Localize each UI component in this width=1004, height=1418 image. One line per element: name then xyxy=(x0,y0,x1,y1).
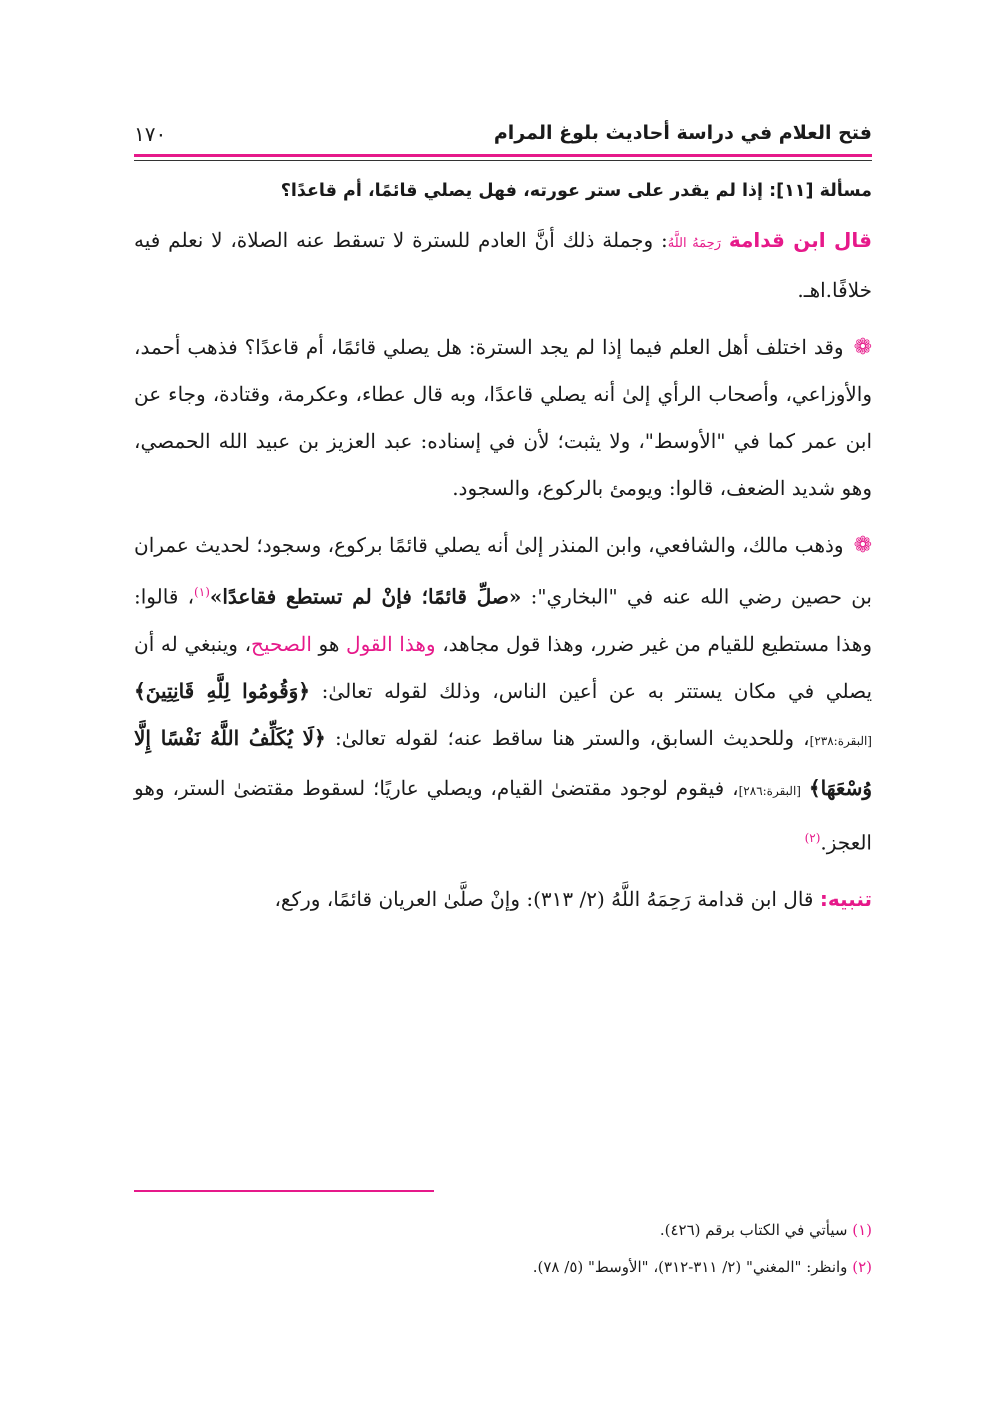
paragraph-text: ، فيقوم لوجود مقتضىٰ القيام، ويصلي عاريًا؛ لسقوط مقتضىٰ الستر، وهو العجز. xyxy=(134,775,872,855)
book-title: فتح العلام في دراسة أحاديث بلوغ المرام xyxy=(493,122,872,144)
footnote-text: وانظر: "المغني" (٢/ ٣١١-٣١٢)، "الأوسط" (٥/ ٧٨). xyxy=(532,1258,848,1276)
speaker-name: قال ابن قدامة xyxy=(728,228,873,252)
paragraph-first-view xyxy=(134,324,872,512)
highlight-text: وهذا القول xyxy=(346,631,436,656)
page-number: ١٧٠ xyxy=(134,122,167,146)
paragraph-text: ، وللحديث السابق، والستر هنا ساقط عنه؛ لقوله تعالىٰ: xyxy=(325,725,810,750)
page xyxy=(134,118,873,1276)
honorific: رَحِمَهُ اللَّهُ xyxy=(667,236,721,251)
paragraph-note xyxy=(134,876,872,923)
paragraph-ibn-qudama xyxy=(134,217,872,314)
paragraph-text: هو xyxy=(311,631,347,656)
quran-verse: ﴿لَا يُكَلِّفُ اللَّهُ نَفْسًا إِلَّا وُسْعَهَا﴾ xyxy=(134,725,872,800)
verse-reference: [البقرة:٢٨٦] xyxy=(738,783,801,798)
paragraph-text: ، وينبغي له أن يصلي في مكان يستتر به عن أعين الناس، وذلك لقوله تعالىٰ: xyxy=(134,631,873,703)
paragraph-second-view xyxy=(134,522,872,866)
flower-bullet-icon: ❁ xyxy=(853,533,872,558)
paragraph-text: وقد اختلف أهل العلم فيما إذا لم يجد السترة: هل يصلي قائمًا، أم قاعدًا؟ فذهب أحمد، والأوزاعي، وأصحاب الرأي إلىٰ أنه يصلي قاعدًا، وبه قال عطاء، وعكرمة، وقتادة، وجاء عن ابن عمر كما في "الأوسط"، ولا يثبت؛ لأن في إسناده: عبد العزيز بن عبيد الله الحمصي، وهو شديد الضعف، قالوا: ويومئ بالركوع، والسجود. xyxy=(134,335,873,500)
footnote-number: (١) xyxy=(852,1221,872,1239)
issue-text: إذا لم يقدر على ستر عورته، فهل يصلي قائمًا، أم قاعدًا؟ xyxy=(280,181,764,201)
footnote-marker-1[interactable]: (١) xyxy=(194,585,210,599)
footnote-item xyxy=(134,1212,872,1249)
header-rule-pink xyxy=(134,154,872,157)
paragraph-text: : وجملة ذلك أنَّ العادم للسترة لا تسقط عنه الصلاة، لا نعلم فيه خلافًا.اهـ. xyxy=(134,228,872,302)
issue-heading xyxy=(134,175,872,207)
footnote-marker-2[interactable]: (٢) xyxy=(804,830,821,845)
issue-label: مسألة [١١]: xyxy=(769,181,872,201)
paragraph-text: قال ابن قدامة رَحِمَهُ اللَّهُ (٢/ ٣١٣): وإنْ صلَّىٰ العريان قائمًا، وركع، xyxy=(274,887,820,912)
footnote-divider xyxy=(134,1190,434,1192)
footnote-text: سيأتي في الكتاب برقم (٤٢٦). xyxy=(659,1221,848,1239)
highlight-text: الصحيح xyxy=(251,631,312,656)
header-rule-black xyxy=(134,160,872,161)
verse-reference: [البقرة:٢٣٨] xyxy=(809,733,872,748)
quran-verse: ﴿وَقُومُوا لِلَّهِ قَانِتِينَ﴾ xyxy=(134,678,311,703)
note-label: تنبيه: xyxy=(819,887,872,912)
footnotes xyxy=(134,1212,872,1286)
paragraph-text: وذهب مالك، والشافعي، وابن المنذر إلىٰ أنه يصلي قائمًا بركوع، وسجود؛ لحديث عمران بن حصين رضي الله عنه في "البخاري": xyxy=(134,533,872,609)
flower-bullet-icon: ❁ xyxy=(853,335,872,360)
hadith-quote: «صلِّ قائمًا؛ فإنْ لم تستطع فقاعدًا» xyxy=(209,584,522,609)
paragraph-text: ، قالوا: وهذا مستطيع للقيام من غير ضرر، وهذا قول مجاهد، xyxy=(134,584,873,656)
footnote-item xyxy=(134,1249,872,1286)
footnote-number: (٢) xyxy=(852,1258,872,1276)
running-header xyxy=(134,118,872,154)
